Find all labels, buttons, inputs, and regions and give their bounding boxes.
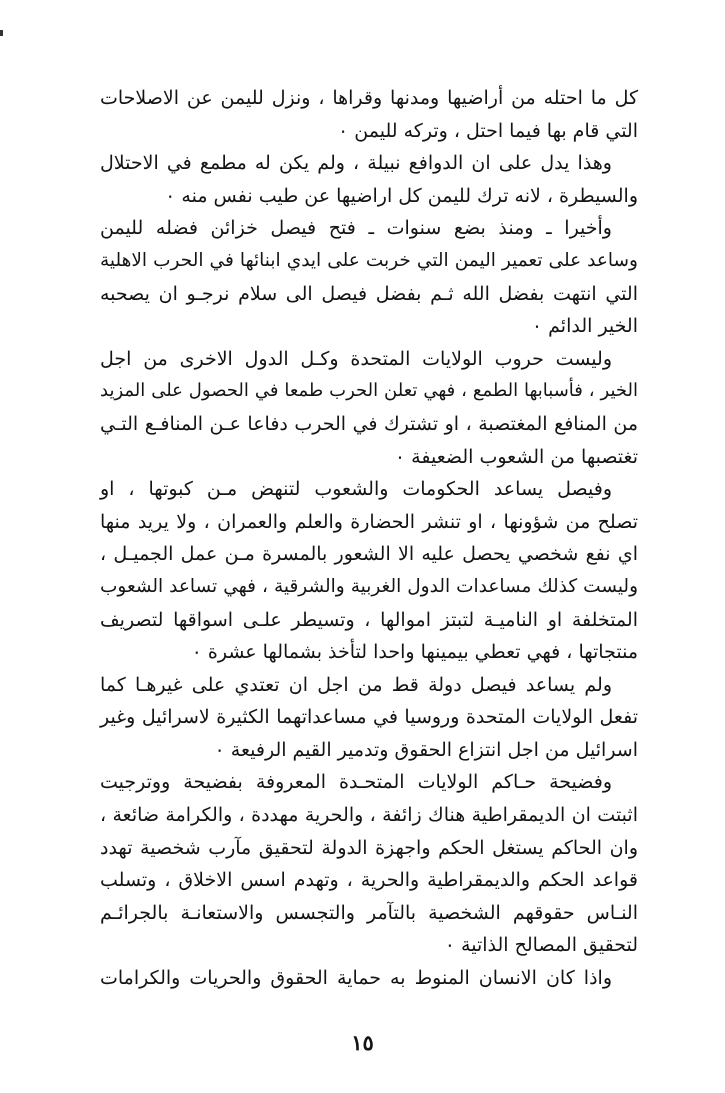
text-line: كل ما احتله من أراضيها ومدنها وقراها ، ونزل لليمن عن الاصلاحات [100,87,638,109]
paragraph-first-line: ولم يساعد فيصل دولة قط من اجل ان تعتدي على غيرهـا كما [100,673,612,696]
text-line: وساعد على تعمير اليمن التي خربت على ايدي ابنائها في الحرب الاهلية [100,249,638,271]
text-line: تفعل الولايات المتحدة وروسيا في مساعداتهما الكثيرة لاسرائيل وغير [100,706,638,729]
text-line: تصلح من شؤونها ، او تنشر الحضارة والعلم والعمران ، ولا يريد منها [100,510,638,533]
text-line: لتحقيق المصالح الذاتية ٠ [444,934,638,957]
text-line: اي نفع شخصي يحصل عليه الا الشعور بالمسرة مـن عمل الجميـل ، [100,543,638,566]
text-line: وان الحاكم يستغل الحكم واجهزة الدولة لتحقيق مآرب شخصية تهدد [100,836,638,859]
paragraph-first-line: وليست حروب الولايات المتحدة وكـل الدول الاخرى من اجل [100,347,612,370]
text-line: النـاس حقوقهم الشخصية بالتآمر والتجسس والاستعانـة بالجرائـم [100,901,638,924]
paragraph-first-line: وهذا يدل على ان الدوافع نبيلة ، ولم يكن له مطمع في الاحتلال [100,152,612,175]
text-line: وليست كذلك مساعدات الدول الغربية والشرقية ، فهي تساعد الشعوب [100,575,638,597]
paragraph-first-line: واذا كان الانسان المنوط به حماية الحقوق والحريات والكرامات [100,967,612,990]
text-line: الخير ، فأسبابها الطمع ، فهي تعلن الحرب طمعا في الحصول على المزيد [100,380,638,402]
body-text [100,82,638,995]
text-line: التي قام بها فيما احتل ، وتركه لليمن ٠ [338,119,638,142]
text-line: منتجاتها ، فهي تعطي بيمينها واحدا لتأخذ بشمالها عشرة ٠ [191,641,638,664]
text-line: من المنافع المغتصبة ، او تشترك في الحرب دفاعا عـن المنافـع التـي [100,412,638,435]
paragraph-first-line: وفضيحة حـاكم الولايات المتحـدة المعروفة بفضيحة ووترجيت [100,771,612,794]
text-line: اسرائيل من اجل انتزاع الحقوق وتدمير القيم الرفيعة ٠ [214,738,638,761]
paragraph-first-line: وأخيرا ـ ومنذ بضع سنوات ـ فتح فيصل خزائن فضله لليمن [100,217,612,240]
page-number: ١٥ [351,1030,374,1055]
text-line: التي انتهت بفضل الله ثـم بفضل فيصل الى سلام نرجـو ان يصحبه [100,282,638,305]
scan-edge-mark [0,30,3,36]
text-line: اثبتت ان الديمقراطية هناك زائفة ، والحرية مهددة ، والكرامة ضائعة ، [100,804,638,827]
text-line: قواعد الحكم والديمقراطية والحرية ، وتهدم اسس الاخلاق ، وتسلب [100,869,638,892]
text-line: الخير الدائم ٠ [531,315,638,338]
paragraph-first-line: وفيصل يساعد الحكومات والشعوب لتنهض مـن كبوتها ، او [100,478,612,501]
text-line: والسيطرة ، لانه ترك لليمن كل اراضيها عن طيب نفس منه ٠ [165,184,638,207]
text-line: المتخلفة او الناميـة لتبتز اموالها ، وتسيطر علـى اسواقها لتصريف [100,608,638,631]
text-line: تغتصبها من الشعوب الضعيفة ٠ [394,445,638,468]
